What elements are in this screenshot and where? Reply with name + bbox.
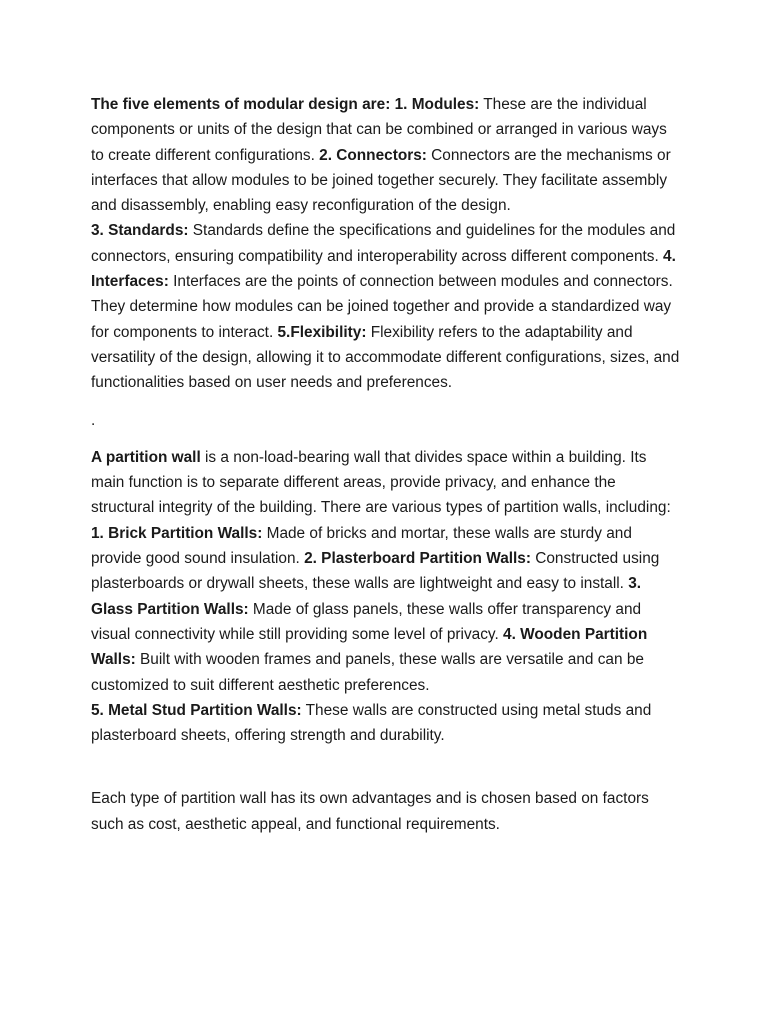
text-run: is a non-load-bearing wall that divides space within a building. Its main function is to separate different areas, provide privacy, and enhance the structural integrity of the building. There are various types of partition walls, including: bbox=[91, 448, 671, 517]
text-run: Standards define the specifications and guidelines for the modules and connectors, ensuring compatibility and interoperability across different components. bbox=[91, 222, 676, 265]
paragraph-partition-wall bbox=[91, 445, 683, 749]
text-run: Constructed using plasterboards or drywall sheets, these walls are lightweight and easy to install. bbox=[91, 550, 660, 593]
paragraph-conclusion bbox=[91, 786, 683, 837]
document-body bbox=[91, 92, 683, 837]
paragraph-separator bbox=[91, 408, 683, 433]
text-run: These are the individual components or units of the design that can be combined or arranged in various ways to create different configurations. bbox=[91, 96, 667, 164]
text-run: Each type of partition wall has its own advantages and is chosen based on factors such as cost, aesthetic appeal, and functional requirements. bbox=[91, 790, 649, 833]
bold-run: 3. Glass Partition Walls: bbox=[91, 575, 642, 618]
bold-run: 5.Flexibility: bbox=[277, 323, 367, 341]
text-run: . bbox=[91, 411, 96, 429]
bold-run: A partition wall bbox=[91, 448, 201, 466]
bold-run: 5. Metal Stud Partition Walls: bbox=[91, 701, 302, 719]
bold-run: 2. Plasterboard Partition Walls: bbox=[304, 550, 531, 568]
bold-run: 1. Brick Partition Walls: bbox=[91, 524, 263, 542]
bold-run: 2. Connectors: bbox=[319, 146, 427, 164]
bold-run: 3. Standards: bbox=[91, 222, 189, 240]
text-run: Flexibility refers to the adaptability and versatility of the design, allowing it to accommodate different configurations, sizes, and functionalities based on user needs and preferences. bbox=[91, 323, 680, 392]
text-run: Made of glass panels, these walls offer transparency and visual connectivity while still providing some level of privacy. bbox=[91, 600, 642, 643]
bold-run: 4. Interfaces: bbox=[91, 247, 676, 291]
text-run: Interfaces are the points of connection between modules and connectors. They determine how modules can be joined together and provide a standardized way for components to interact. bbox=[91, 273, 673, 341]
bold-run: The five elements of modular design are: 1. Modules: bbox=[91, 96, 480, 113]
text-run: Connectors are the mechanisms or interfaces that allow modules to be joined together securely. They facilitate assembly and disassembly, enabling easy reconfiguration of the design. bbox=[91, 146, 671, 215]
text-run: Built with wooden frames and panels, these walls are versatile and can be customized to suit different aesthetic preferences. bbox=[91, 651, 644, 694]
paragraph-modular-design bbox=[91, 92, 683, 396]
text-run: These walls are constructed using metal studs and plasterboard sheets, offering strength and durability. bbox=[91, 701, 652, 745]
bold-run: 4. Wooden Partition Walls: bbox=[91, 625, 648, 669]
text-run: Made of bricks and mortar, these walls are sturdy and provide good sound insulation. bbox=[91, 524, 632, 568]
